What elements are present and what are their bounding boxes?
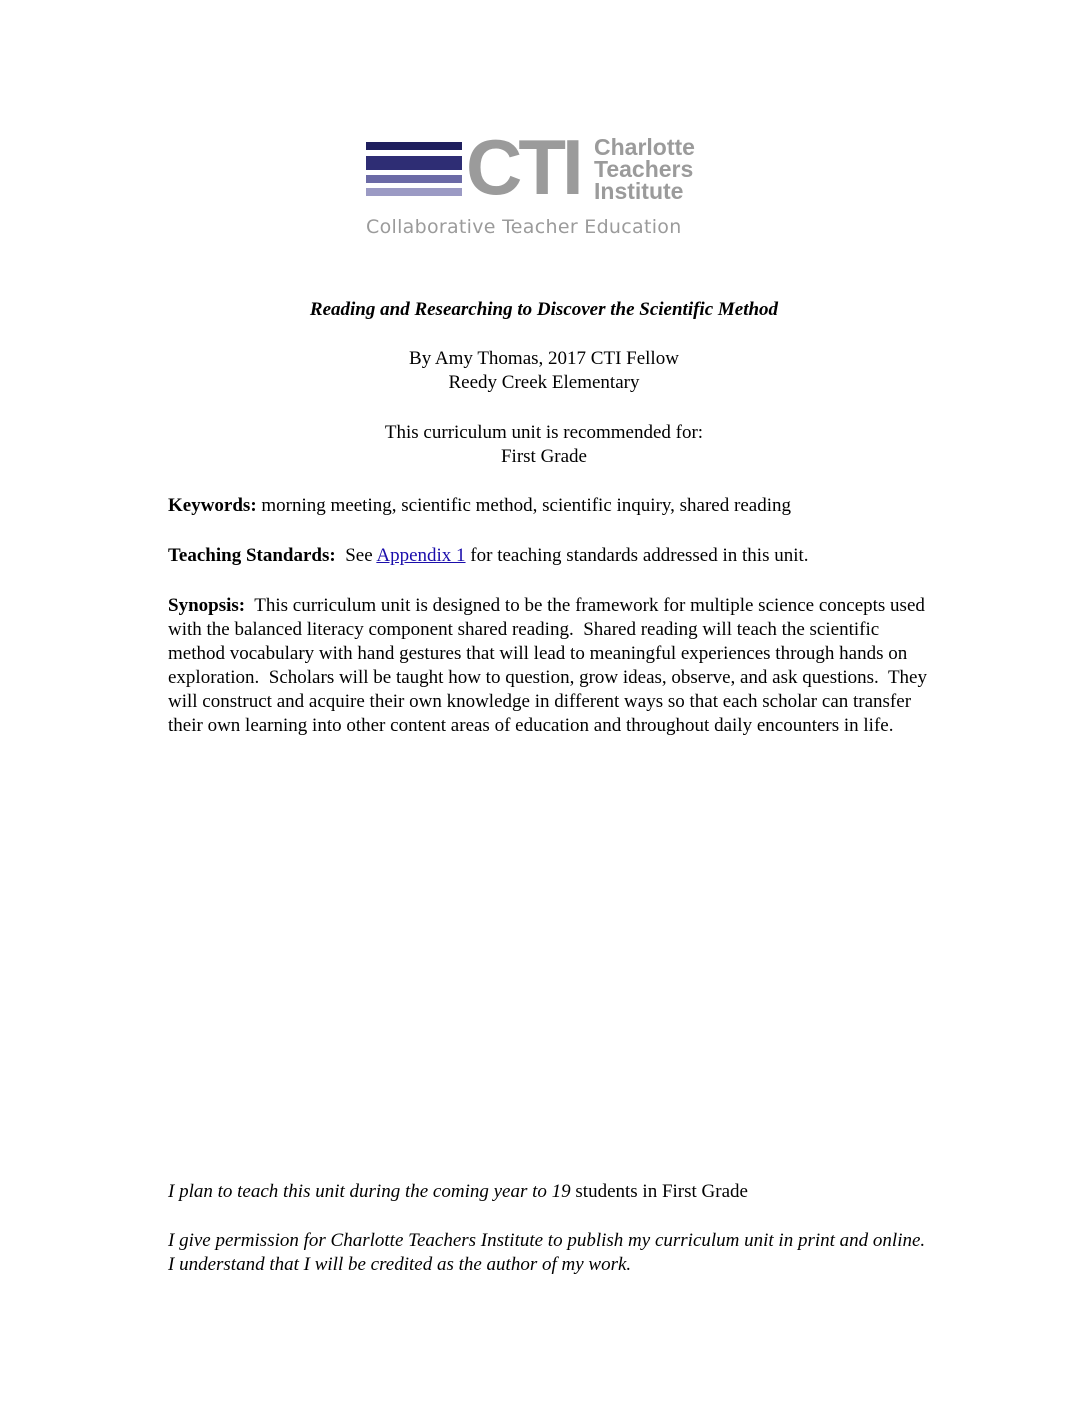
logo-bar — [366, 156, 462, 170]
keywords-paragraph — [168, 494, 928, 518]
logo-mark: CTI — [466, 123, 580, 211]
logo-bar — [366, 188, 462, 196]
recommended-label: This curriculum unit is recommended for: — [384, 422, 704, 443]
logo-bar — [366, 142, 462, 150]
keywords-label: Keywords: — [168, 495, 257, 516]
cti-logo — [366, 123, 726, 244]
synopsis-label: Synopsis: — [168, 595, 246, 616]
synopsis-paragraph — [168, 594, 932, 738]
keywords-text: morning meeting, scientific method, scientific inquiry, shared reading — [256, 495, 791, 516]
plan-statement — [168, 1180, 928, 1204]
recommended-grade: First Grade — [500, 446, 587, 467]
school-name: Reedy Creek Elementary — [448, 372, 640, 393]
plan-post: students in First Grade — [570, 1181, 748, 1202]
logo-name-line: Charlotte — [594, 134, 695, 160]
student-count: 19 — [551, 1181, 571, 1202]
logo-name-line: Institute — [594, 178, 684, 204]
synopsis-text: This curriculum unit is designed to be the framework for multiple science concepts used with the balanced literacy component shared reading. Shared reading will teach the scientific method vocabulary with hand gestures that will lead to meaningful experiences through hands on exploration. Scholars will be taught how to question, grow ideas, observe, and ask questions. They will construct and acquire their own knowledge in different ways so that each scholar can transfer their own learning into other content areas of education and throughout daily encounters in life. — [168, 595, 932, 736]
logo-tagline: Collaborative Teacher Education — [366, 216, 682, 238]
logo-name — [594, 136, 695, 202]
standards-label: Teaching Standards: — [168, 545, 336, 566]
unit-title: Reading and Researching to Discover the Scientific Method — [309, 299, 779, 320]
permission-statement: I give permission for Charlotte Teachers Institute to publish my curriculum unit in print and online. I understand that I will be credited as the author of my work. — [168, 1230, 926, 1275]
standards-paragraph — [168, 544, 928, 568]
logo-bar — [366, 175, 462, 183]
standards-pre: See — [335, 545, 377, 566]
plan-pre: I plan to teach this unit during the coming year to — [168, 1181, 552, 1202]
author-byline: By Amy Thomas, 2017 CTI Fellow — [409, 348, 679, 369]
standards-post: for teaching standards addressed in this unit. — [465, 545, 809, 566]
appendix-link[interactable]: Appendix 1 — [376, 545, 466, 566]
logo-name-line: Teachers — [594, 156, 694, 182]
